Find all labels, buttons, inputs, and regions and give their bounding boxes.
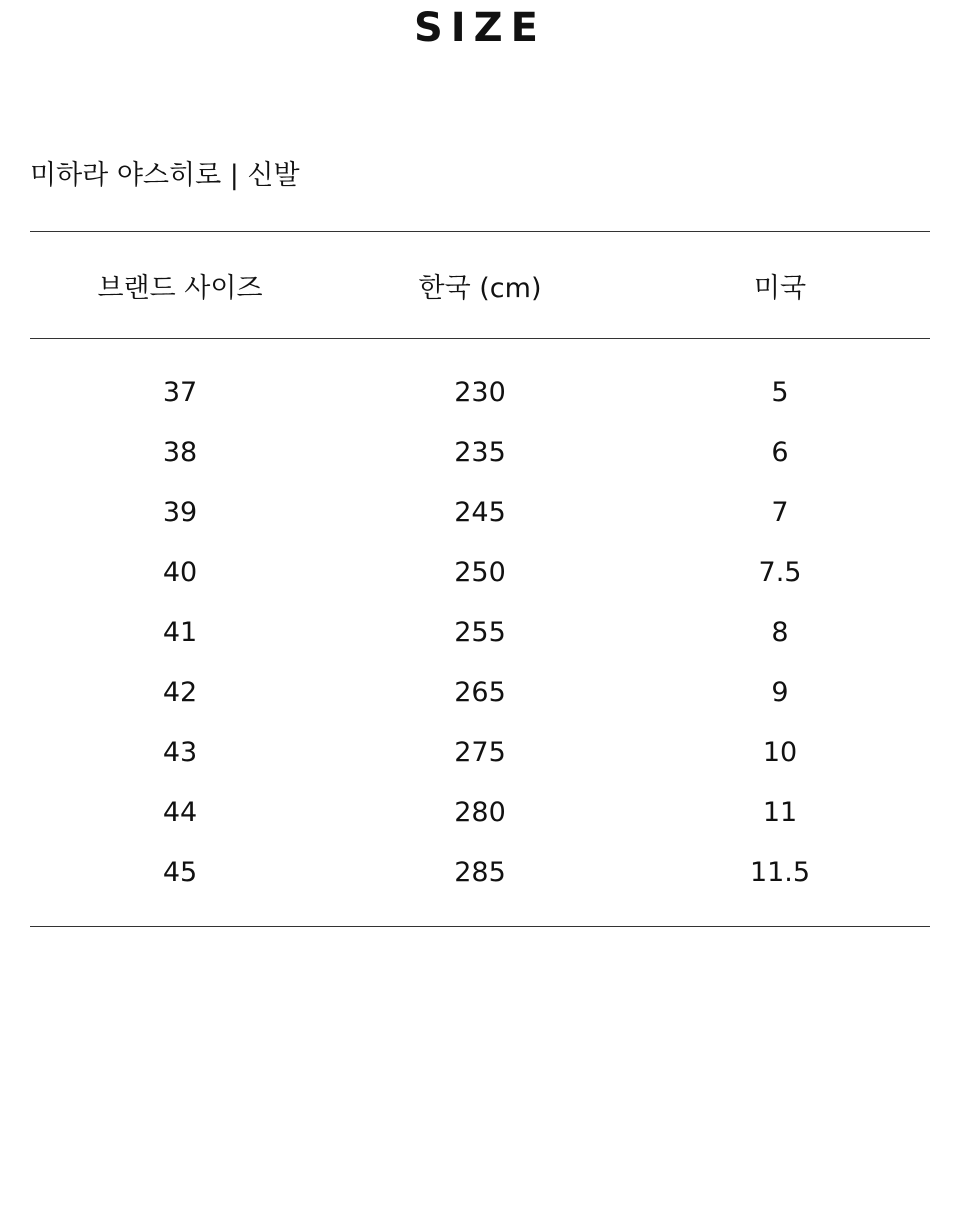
table-row	[30, 722, 930, 782]
cell-brand-size: 44	[162, 796, 198, 828]
table-row	[30, 782, 930, 842]
cell-us: 7.5	[758, 556, 802, 588]
table-body	[30, 362, 930, 902]
cell-brand-size: 45	[162, 856, 198, 888]
table-header	[30, 232, 930, 338]
table-row	[30, 482, 930, 542]
column-header-us: 미국	[753, 272, 807, 304]
cell-brand-size: 38	[162, 436, 198, 468]
cell-korea-cm: 245	[454, 496, 506, 528]
cell-korea-cm: 250	[454, 556, 506, 588]
table-row	[30, 602, 930, 662]
cell-korea-cm: 285	[454, 856, 506, 888]
cell-brand-size: 42	[162, 676, 198, 708]
cell-brand-size: 39	[162, 496, 198, 528]
cell-brand-size: 37	[162, 376, 198, 408]
column-header-brand-size: 브랜드 사이즈	[97, 272, 263, 304]
page-title: SIZE	[413, 5, 547, 51]
cell-korea-cm: 255	[454, 616, 506, 648]
cell-us: 7	[771, 496, 789, 528]
cell-us: 5	[771, 376, 789, 408]
table-row	[30, 542, 930, 602]
cell-brand-size: 43	[162, 736, 198, 768]
cell-korea-cm: 280	[454, 796, 506, 828]
cell-brand-size: 40	[162, 556, 198, 588]
cell-korea-cm: 230	[454, 376, 506, 408]
table-row	[30, 422, 930, 482]
cell-us: 9	[771, 676, 789, 708]
cell-us: 6	[771, 436, 789, 468]
cell-korea-cm: 265	[454, 676, 506, 708]
cell-brand-size: 41	[162, 616, 198, 648]
table-row	[30, 362, 930, 422]
table-header-divider	[30, 338, 930, 339]
section-subtitle: 미하라 야스히로 | 신발	[30, 160, 300, 191]
cell-us: 10	[762, 736, 798, 768]
table-row	[30, 662, 930, 722]
cell-us: 11.5	[749, 856, 811, 888]
column-header-korea-cm: 한국 (cm)	[418, 272, 542, 304]
cell-us: 8	[771, 616, 789, 648]
table-row	[30, 842, 930, 902]
cell-korea-cm: 235	[454, 436, 506, 468]
cell-us: 11	[762, 796, 798, 828]
cell-korea-cm: 275	[454, 736, 506, 768]
table-bottom-divider	[30, 926, 930, 927]
